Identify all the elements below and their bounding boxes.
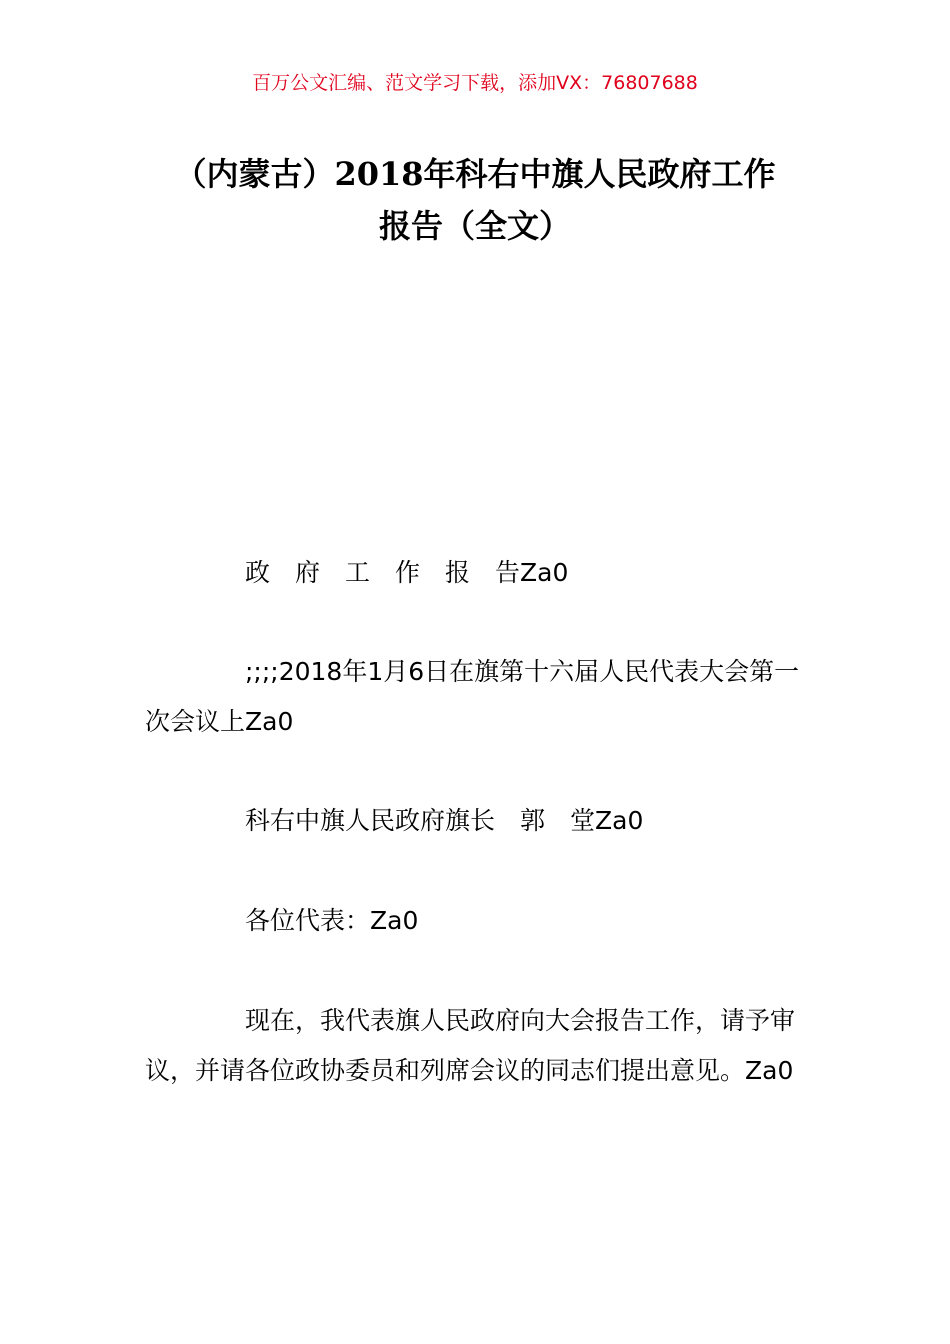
date-line: ;;;;2018年1月6日在旗第十六届人民代表大会第一次会议上Za0 — [145, 657, 800, 736]
salutation: 各位代表：Za0 — [245, 906, 419, 935]
document-title-line-1: （内蒙古）2018年科右中旗人民政府工作 — [174, 155, 776, 193]
document-title-line-2: 报告（全文） — [378, 207, 571, 245]
report-heading: 政 府 工 作 报 告Za0 — [245, 558, 569, 587]
header-watermark-note: 百万公文汇编、范文学习下载，添加VX：76807688 — [252, 72, 698, 94]
speaker-line: 科右中旗人民政府旗长 郭 堂Za0 — [245, 806, 644, 835]
paragraph-1: 现在，我代表旗人民政府向大会报告工作，请予审议，并请各位政协委员和列席会议的同志们提出意见。Za0 — [145, 1006, 796, 1085]
document-title — [140, 148, 810, 252]
